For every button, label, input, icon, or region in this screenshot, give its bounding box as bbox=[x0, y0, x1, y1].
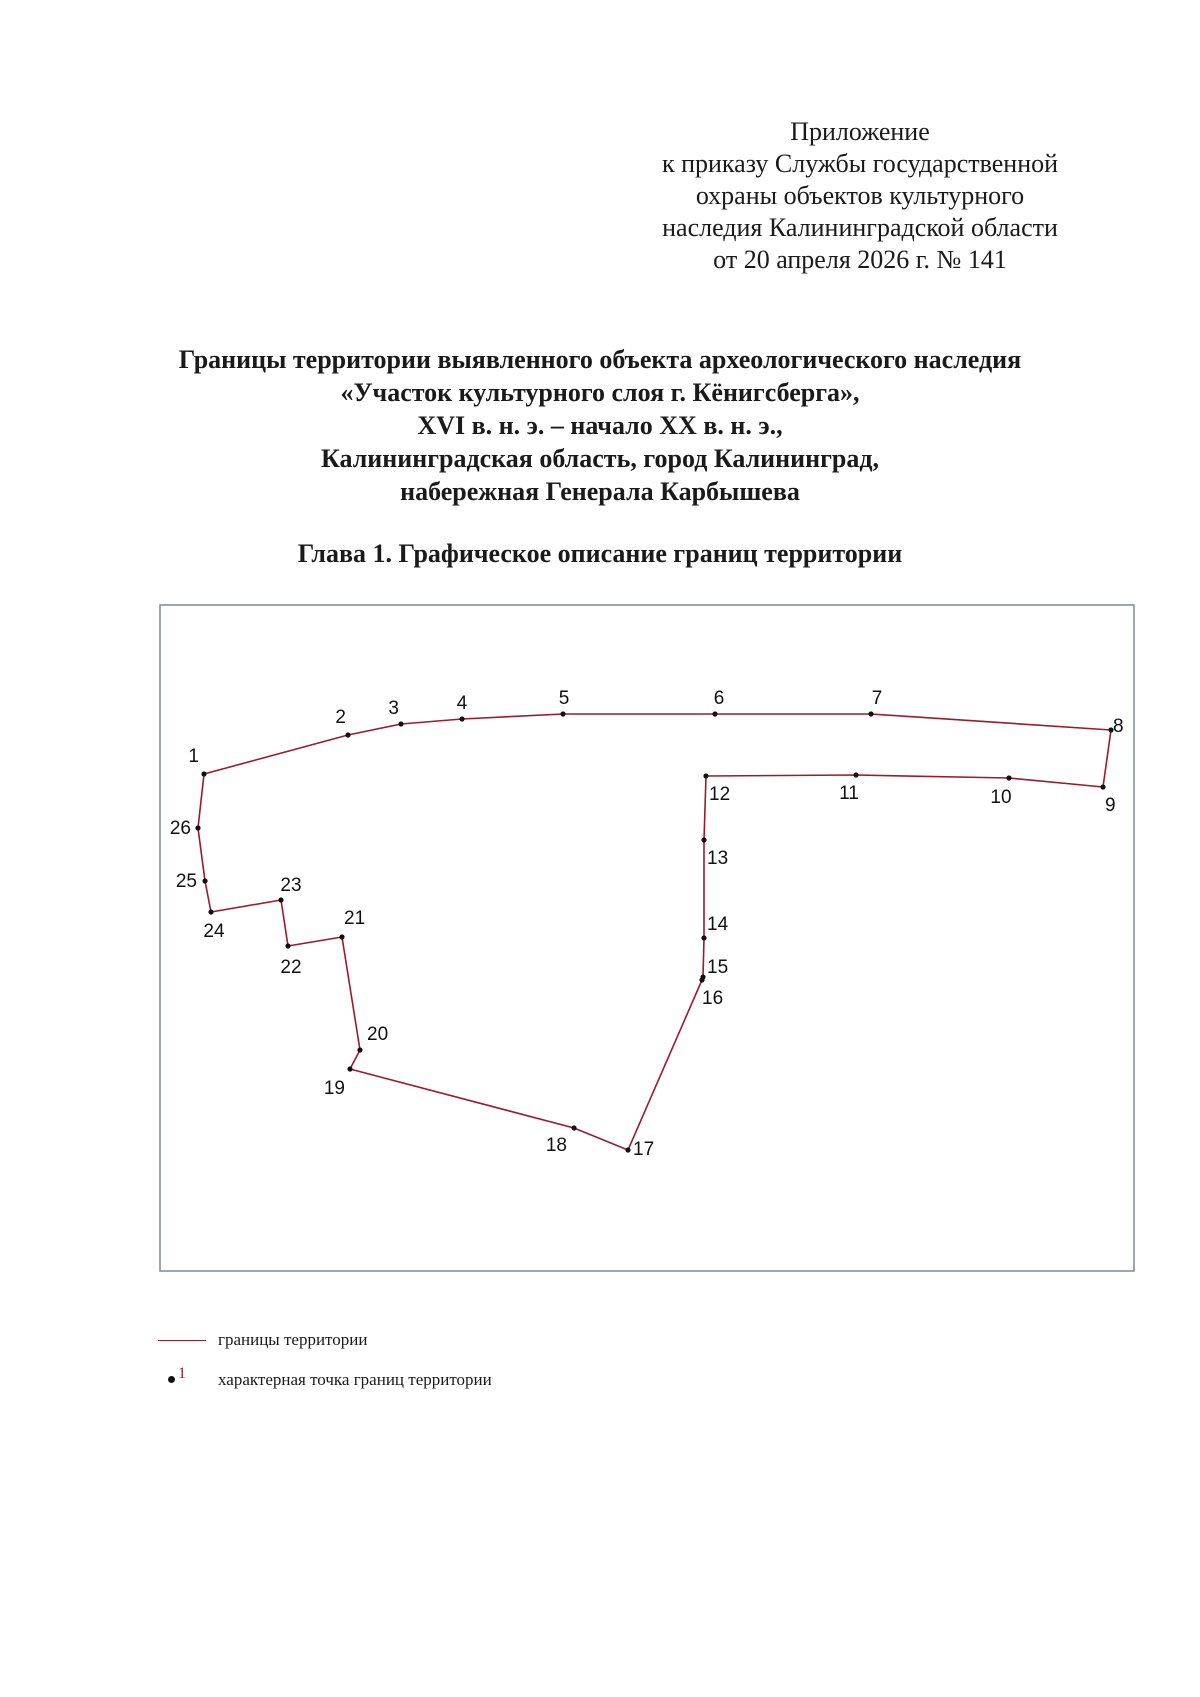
boundary-point-marker bbox=[208, 909, 213, 914]
boundary-point-marker bbox=[201, 771, 206, 776]
boundary-point-marker bbox=[285, 943, 290, 948]
legend-boundary-label: границы территории bbox=[218, 1330, 368, 1349]
boundary-point-label: 24 bbox=[203, 921, 225, 942]
boundary-point-marker bbox=[701, 935, 706, 940]
appendix-line: Приложение bbox=[790, 117, 930, 146]
point-symbol-number: 1 bbox=[178, 1365, 186, 1382]
boundary-point-marker bbox=[560, 711, 565, 716]
document-title bbox=[100, 343, 1100, 508]
boundary-point-label: 14 bbox=[707, 914, 729, 935]
boundary-point-label: 6 bbox=[713, 688, 725, 709]
boundary-point-label: 18 bbox=[545, 1135, 567, 1156]
boundary-line-symbol bbox=[158, 1340, 206, 1341]
boundary-point-label: 1 bbox=[188, 746, 199, 767]
boundary-point-label: 13 bbox=[707, 848, 729, 869]
boundary-point-label: 21 bbox=[344, 908, 366, 929]
boundary-point-label: 11 bbox=[839, 783, 859, 804]
boundary-point-marker bbox=[1006, 775, 1011, 780]
boundary-point-label: 5 bbox=[558, 688, 570, 709]
boundary-point-label: 8 bbox=[1113, 716, 1124, 737]
boundary-point-label: 9 bbox=[1105, 795, 1116, 816]
boundary-point-label: 10 bbox=[990, 787, 1012, 808]
legend-point bbox=[158, 1365, 678, 1392]
title-line: «Участок культурного слоя г. Кёнигсберга», bbox=[340, 378, 860, 407]
boundary-point-marker bbox=[278, 897, 283, 902]
boundary-point-marker bbox=[345, 732, 350, 737]
boundary-point-label: 26 bbox=[169, 818, 191, 839]
boundary-point-label: 7 bbox=[871, 688, 883, 709]
boundary-point-marker bbox=[868, 711, 873, 716]
appendix-line: к приказу Службы государственной bbox=[661, 149, 1059, 178]
boundary-point-label: 23 bbox=[280, 875, 302, 896]
boundary-point-marker bbox=[712, 711, 717, 716]
boundary-point-marker bbox=[701, 837, 706, 842]
boundary-map-drawing bbox=[159, 604, 1135, 1272]
chapter-heading: Глава 1. Графическое описание границ территории bbox=[297, 539, 903, 568]
boundary-point-label: 12 bbox=[709, 784, 731, 805]
appendix-line: охраны объектов культурного bbox=[695, 181, 1025, 210]
boundary-point-marker bbox=[1100, 784, 1105, 789]
boundary-point-marker bbox=[571, 1125, 576, 1130]
appendix-line: наследия Калининградской области bbox=[662, 213, 1058, 242]
boundary-points bbox=[170, 688, 1124, 1160]
boundary-point-label: 4 bbox=[456, 693, 468, 714]
boundary-point-marker bbox=[347, 1066, 352, 1071]
boundary-point-label: 15 bbox=[707, 957, 729, 978]
point-symbol-icon bbox=[168, 1376, 175, 1383]
boundary-point-label: 16 bbox=[702, 988, 724, 1009]
boundary-point-label: 3 bbox=[388, 698, 399, 719]
appendix-line: от 20 апреля 2026 г. № 141 bbox=[713, 245, 1007, 274]
boundary-point-marker bbox=[699, 977, 704, 982]
boundary-point-label: 2 bbox=[335, 707, 346, 728]
boundary-point-label: 19 bbox=[323, 1078, 345, 1099]
boundary-point-marker bbox=[195, 825, 200, 830]
boundary-point-label: 20 bbox=[367, 1024, 389, 1045]
title-line: набережная Генерала Карбышева bbox=[400, 477, 800, 506]
legend-point-label: характерная точка границ территории bbox=[218, 1370, 492, 1389]
boundary-point-marker bbox=[459, 716, 464, 721]
map-frame-border bbox=[160, 605, 1134, 1271]
title-line: Калининградская область, город Калининград, bbox=[320, 444, 880, 473]
boundary-point-label: 17 bbox=[633, 1139, 655, 1160]
boundary-point-marker bbox=[202, 878, 207, 883]
boundary-point-label: 22 bbox=[280, 957, 302, 978]
boundary-point-marker bbox=[398, 721, 403, 726]
boundary-point-marker bbox=[625, 1147, 630, 1152]
legend-boundary bbox=[158, 1328, 558, 1352]
appendix-header bbox=[600, 116, 1120, 276]
boundary-map bbox=[159, 604, 1135, 1272]
boundary-point-marker bbox=[339, 934, 344, 939]
title-line: Границы территории выявленного объекта археологического наследия bbox=[178, 345, 1022, 374]
boundary-point-marker bbox=[853, 772, 858, 777]
title-line: XVI в. н. э. – начало XX в. н. э., bbox=[417, 411, 783, 440]
boundary-point-label: 25 bbox=[175, 871, 197, 892]
boundary-point-marker bbox=[357, 1047, 362, 1052]
boundary-point-marker bbox=[703, 773, 708, 778]
